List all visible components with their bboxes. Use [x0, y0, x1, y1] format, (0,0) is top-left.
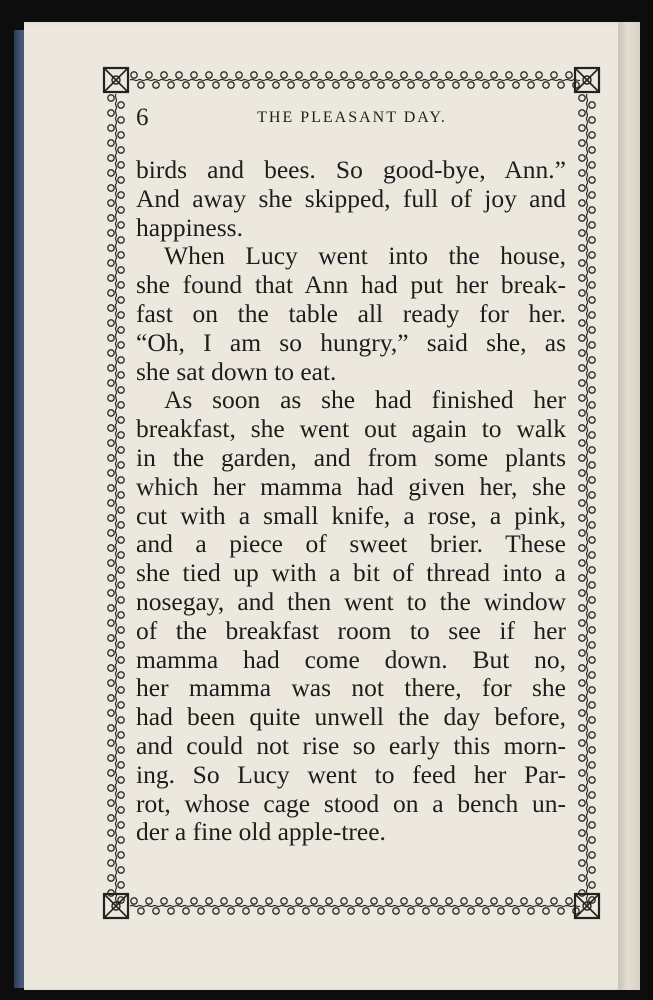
- text-line: As soon as she had finished her: [164, 385, 566, 415]
- text-line: which her mamma had given her, she: [136, 471, 566, 501]
- text-line: and a piece of sweet brier. These: [136, 529, 566, 559]
- text-line: And away she skipped, full of joy and: [136, 183, 566, 213]
- page-number: 6: [136, 104, 149, 131]
- text-line: she tied up with a bit of thread into a: [136, 558, 566, 588]
- text-line: When Lucy went into the house,: [164, 241, 566, 271]
- border-right: [579, 94, 595, 904]
- border-bottom: [130, 898, 580, 914]
- text-line: fast on the table all ready for her.: [136, 298, 566, 328]
- text-line: happiness.: [136, 212, 243, 242]
- text-line: der a fine old apple-tree.: [136, 817, 386, 847]
- text-line: had been quite unwell the day before,: [136, 702, 566, 732]
- text-line: “Oh, I am so hungry,” said she, as: [136, 327, 566, 357]
- running-head: [136, 104, 568, 134]
- text-line: breakfast, she went out again to walk: [136, 414, 566, 444]
- text-line: rot, whose cage stood on a bench un-: [136, 788, 566, 818]
- text-line: in the garden, and from some plants: [136, 442, 566, 472]
- text-line: mamma had come down. But no,: [136, 644, 566, 674]
- text-line: cut with a small knife, a rose, a pink,: [136, 500, 566, 530]
- text-line: she found that Ann had put her break-: [136, 270, 566, 300]
- text-line: nosegay, and then went to the window: [136, 586, 566, 616]
- running-title: THE PLEASANT DAY.: [257, 109, 447, 126]
- text-line: her mamma was not there, for she: [136, 673, 566, 703]
- border-left: [108, 94, 124, 904]
- text-line: of the breakfast room to see if her: [136, 615, 566, 645]
- text-line: birds and bees. So good-bye, Ann.”: [136, 155, 566, 184]
- text-line: ing. So Lucy went to feed her Par-: [136, 759, 566, 789]
- border-top: [130, 72, 580, 88]
- text-line: and could not rise so early this morn-: [136, 730, 566, 760]
- corner-top-left-ornament: [104, 68, 128, 92]
- text-line: she sat down to eat.: [136, 356, 337, 386]
- body-text: [136, 156, 566, 847]
